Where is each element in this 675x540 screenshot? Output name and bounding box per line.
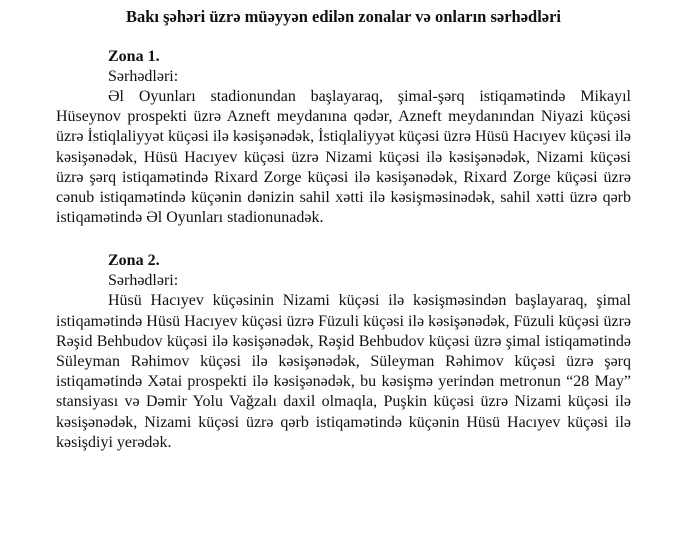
zone-section-1 (56, 46, 631, 228)
zone-1-heading: Zona 1. (108, 48, 160, 65)
zone-1-borders-description: Əl Oyunları stadionundan başlayaraq, şimal-şərq istiqamətində Mikayıl Hüseynov prospekti üzrə Azneft meydanına qədər, Azneft meydanından Niyazi küçəsi üzrə İstiqlaliyyət küçəsi ilə kəsişənədək, İstiqlaliyyət küçəsi üzrə Hüsü Hacıyev küçəsi ilə kəsişənədək, Hüsü Hacıyev küçəsi üzrə Nizami küçəsi ilə kəsişənədək, Nizami küçəsi üzrə şərq istiqamətində Rixard Zorge küçəsi ilə kəsişənədək, Rixard Zorge küçəsi üzrə cənub istiqamətində küçənin dənizin sahil xətti ilə kəsişməsinədək, sahil xətti üzrə qərb istiqamətində Əl Oyunları stadionunadək. (56, 88, 631, 227)
zone-2-borders-label: Sərhədləri: (108, 272, 179, 290)
zone-1-borders-label: Sərhədləri: (108, 68, 179, 85)
zone-2-borders-description: Hüsü Hacıyev küçəsinin Nizami küçəsi ilə kəsişməsindən başlayaraq, şimal istiqamətində Hüsü Hacıyev küçəsi üzrə Füzuli küçəsi ilə kəsişənədək, Füzuli küçəsi üzrə Rəşid Behbudov küçəsi ilə kəsişənədək, Rəşid Behbudov küçəsi üzrə şimal istiqamətində Süleyman Rəhimov küçəsi ilə kəsişənədək, Süleyman Rəhimov küçəsi üzrə şərq istiqamətində Xətai prospekti ilə kəsişənədək, bu kəsişmə yerindən metronun “28 May” stansiyası və Dəmir Yolu Vağzalı daxil olmaqla, Puşkin küçəsi üzrə Nizami küçəsi ilə kəsişənədək, Nizami küçəsi üzrə qərb istiqamətində küçənin Hüsü Hacıyev küçəsi ilə kəsişdiyi yerədək. (56, 292, 631, 451)
zone-section-2 (56, 250, 631, 453)
document-title: Bakı şəhəri üzrə müəyyən edilən zonalar və onların sərhədləri (125, 7, 562, 26)
zone-2-heading: Zona 2. (108, 252, 160, 270)
